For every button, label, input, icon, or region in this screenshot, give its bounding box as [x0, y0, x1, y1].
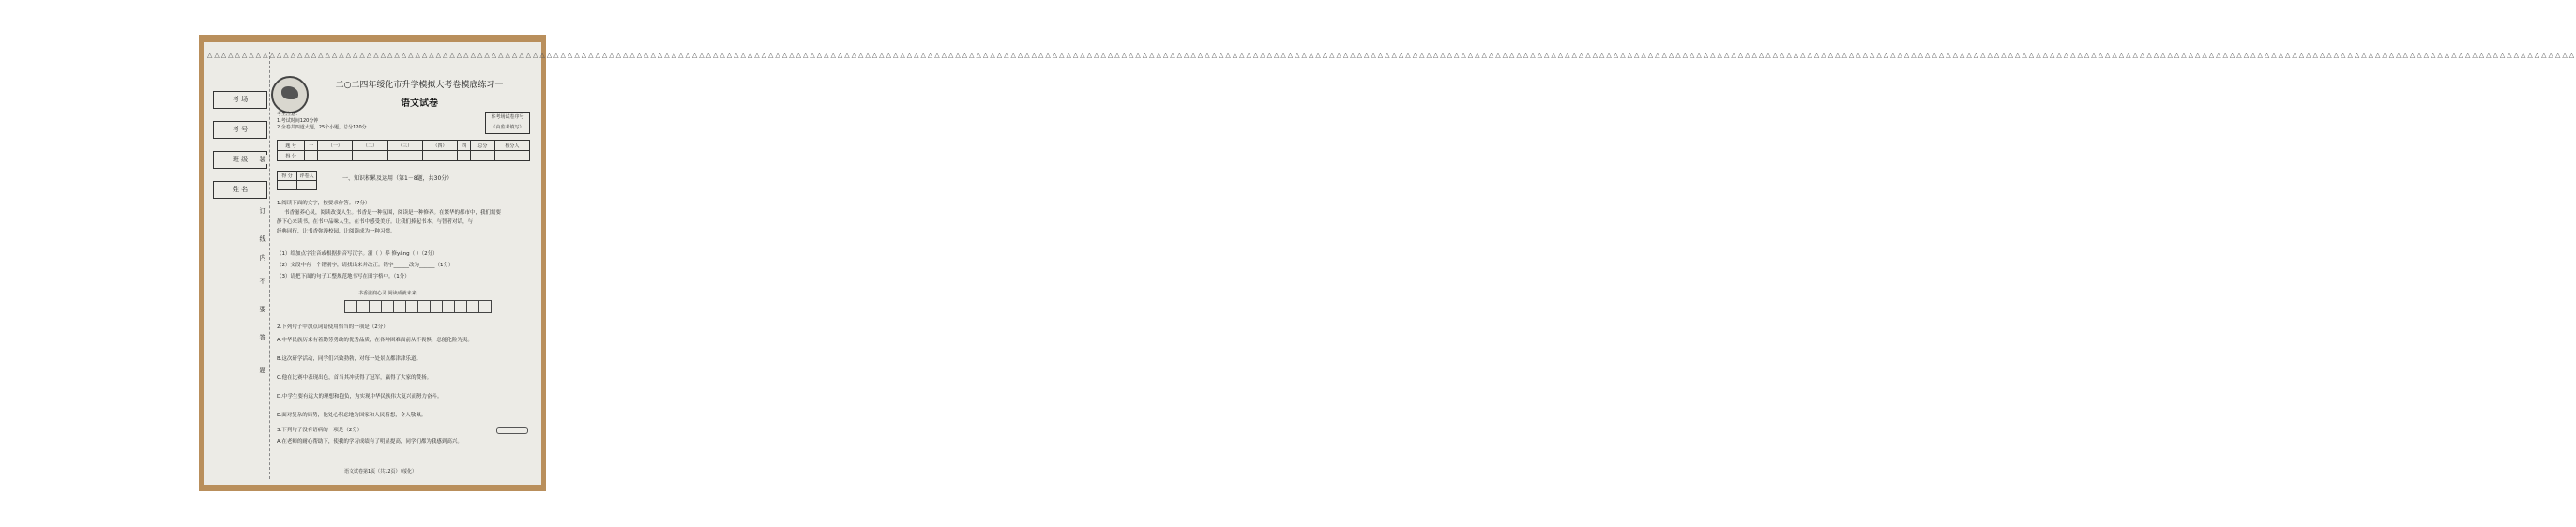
passage-line: 经典同行，让书香弥漫校园，让阅读成为一种习惯。: [277, 229, 396, 234]
score-cell[interactable]: [387, 151, 422, 161]
section-score-box: [277, 171, 317, 190]
exam-number-box[interactable]: 考 号: [213, 121, 267, 139]
grid-cell[interactable]: [454, 300, 467, 313]
option-line: A.在老师的耐心帮助下，使我的学习成绩有了明显提高，同学们都为我感到高兴。: [277, 439, 462, 444]
grid-cell[interactable]: [344, 300, 357, 313]
triangle-pattern: △△△△△△△△△△△△△△△△△△△△△△△△△△△△△△△△△△△△△△△△△△△△△△△△△△△△△△△△△△△△△△△△△△△△△△△△△△△△△△△△△△△△△△△△△△△△△△△△△△△△△△△△△△△△△△△△△△△△△△△△△△△△△△△△△△△△△△△△△△△△△△△△△△△△△△△△△△△△△△△△△△△△△△△△△△△△△△△△△△△△△△△△△△△△△△△△△△△△△△△△△△△△△△△△△△△△△△△△△△△△△△△△△△△△△△△△△△△△△△△△△△△△△△△△△△△△△△△△△△△△△△△△△△△△△△△△△△△△△△△△△△△△△△△△△△△△△△△△△△△△△△△△△△△△△△△△△△△△△△△△△△△△△△△△△△△△△△△△△△△△△△: [207, 52, 2576, 59]
seat-label: 本考场试卷序号: [491, 114, 524, 120]
writing-grid[interactable]: [344, 300, 491, 313]
binding-char: 答: [257, 333, 268, 342]
grid-cell[interactable]: [405, 300, 418, 313]
option-line: D.中学生要有远大的理想和抱负，为实现中华民族伟大复兴而努力奋斗。: [277, 394, 443, 399]
score-header: 总分: [471, 141, 495, 151]
grid-cell[interactable]: [393, 300, 406, 313]
notice-line: 1.考试时间120分钟: [277, 118, 319, 124]
grid-cell[interactable]: [478, 300, 492, 313]
seat-number-box[interactable]: [485, 112, 530, 134]
score-header: （四）: [422, 141, 457, 151]
grid-cell[interactable]: [417, 300, 431, 313]
binding-char: 要: [257, 305, 268, 314]
exam-room-box[interactable]: 考 场: [213, 91, 267, 109]
question-item: （2）文段中有一个错别字，请找出来并改正。错字______改为______（1分）: [277, 263, 454, 268]
name-box[interactable]: 姓 名: [213, 181, 267, 199]
question-item: （3）请把下面的句子工整规范地书写在田字格中。（1分）: [277, 274, 410, 279]
grid-cell[interactable]: [430, 300, 443, 313]
binding-char: 订: [257, 206, 268, 216]
section-heading: 一、知识积累及运用（第1－8题，共30分）: [342, 175, 453, 182]
score-header: 核分人: [494, 141, 529, 151]
page-footer: 语文试卷第1页（共12页）（绥化）: [344, 469, 417, 474]
notice-line: 2.全卷共四道大题，25个小题，总分120分: [277, 125, 367, 130]
exam-notice: [277, 112, 367, 131]
option-line: B.这次研学活动，同学们兴致勃勃，对每一处景点都津津乐道。: [277, 356, 422, 362]
binding-line: [269, 52, 270, 479]
score-table: [277, 140, 530, 161]
score-cell[interactable]: [458, 151, 471, 161]
option-line: A.中华民族历来有着勤劳勇敢的优秀品质，在各种困难面前从不畏惧，总能化险为夷。: [277, 338, 473, 343]
answer-blank[interactable]: [496, 427, 528, 434]
grid-cell[interactable]: [466, 300, 479, 313]
notice-line: 考生注意：: [277, 112, 301, 117]
binding-char: 装: [257, 155, 268, 164]
score-cell[interactable]: [305, 151, 318, 161]
score-row-label: 得 分: [278, 151, 305, 161]
exam-title: 二○二四年绥化市升学模拟大考卷模底练习一: [335, 81, 504, 90]
score-cell[interactable]: [278, 181, 297, 190]
question-stem: 3.下列句子没有语病的一项是（2分）: [277, 428, 363, 433]
question-item: （1）给加点字注音或根据拼音写汉字。滋（ ）养 修yǎng（ ）（2分）: [277, 251, 438, 257]
passage-line: 书香滋养心灵，阅读改变人生。书香是一种氛围，阅读是一种修养。在繁华的都市中，我们需要: [284, 210, 502, 216]
option-line: E.面对复杂的局势，他处心积虑地为国家和人民着想，令人敬佩。: [277, 413, 427, 418]
score-cell[interactable]: [297, 181, 317, 190]
grid-cell[interactable]: [369, 300, 382, 313]
score-cell[interactable]: [471, 151, 495, 161]
score-header: （二）: [353, 141, 387, 151]
score-cell[interactable]: [494, 151, 529, 161]
binding-char: 线: [257, 234, 268, 244]
copy-text: 书香滋润心灵 阅读成就未来: [358, 291, 417, 296]
grid-cell[interactable]: [356, 300, 370, 313]
school-seal-icon: [271, 76, 309, 113]
score-small-label: 评卷人: [297, 172, 317, 181]
question-stem: 1.阅读下面的文字，按要求作答。（7分）: [277, 201, 371, 206]
score-cell[interactable]: [353, 151, 387, 161]
score-cell[interactable]: [318, 151, 353, 161]
binding-char: 不: [257, 277, 268, 286]
option-line: C.他在比赛中表现出色，首当其冲获得了冠军，赢得了大家的赞扬。: [277, 375, 432, 381]
exam-subject: 语文试卷: [401, 98, 438, 109]
class-box[interactable]: 班 级: [213, 151, 267, 169]
score-header: （三）: [387, 141, 422, 151]
grid-cell[interactable]: [442, 300, 455, 313]
seat-sublabel: （由监考填写）: [491, 125, 524, 130]
score-cell[interactable]: [422, 151, 457, 161]
binding-char: 内: [257, 253, 268, 263]
grid-cell[interactable]: [381, 300, 394, 313]
score-header: 题 号: [278, 141, 305, 151]
question-stem: 2.下列句子中加点词语使用恰当的一项是（2分）: [277, 324, 388, 330]
score-header: （一）: [318, 141, 353, 151]
score-header: 一: [305, 141, 318, 151]
binding-char: 题: [257, 366, 268, 375]
exam-paper: [204, 42, 2576, 485]
passage-line: 静下心来读书，在书中品味人生，在书中感受美好。让我们捧起书本，与智者对话，与: [277, 219, 474, 225]
score-small-label: 得 分: [278, 172, 297, 181]
score-header: 四: [458, 141, 471, 151]
